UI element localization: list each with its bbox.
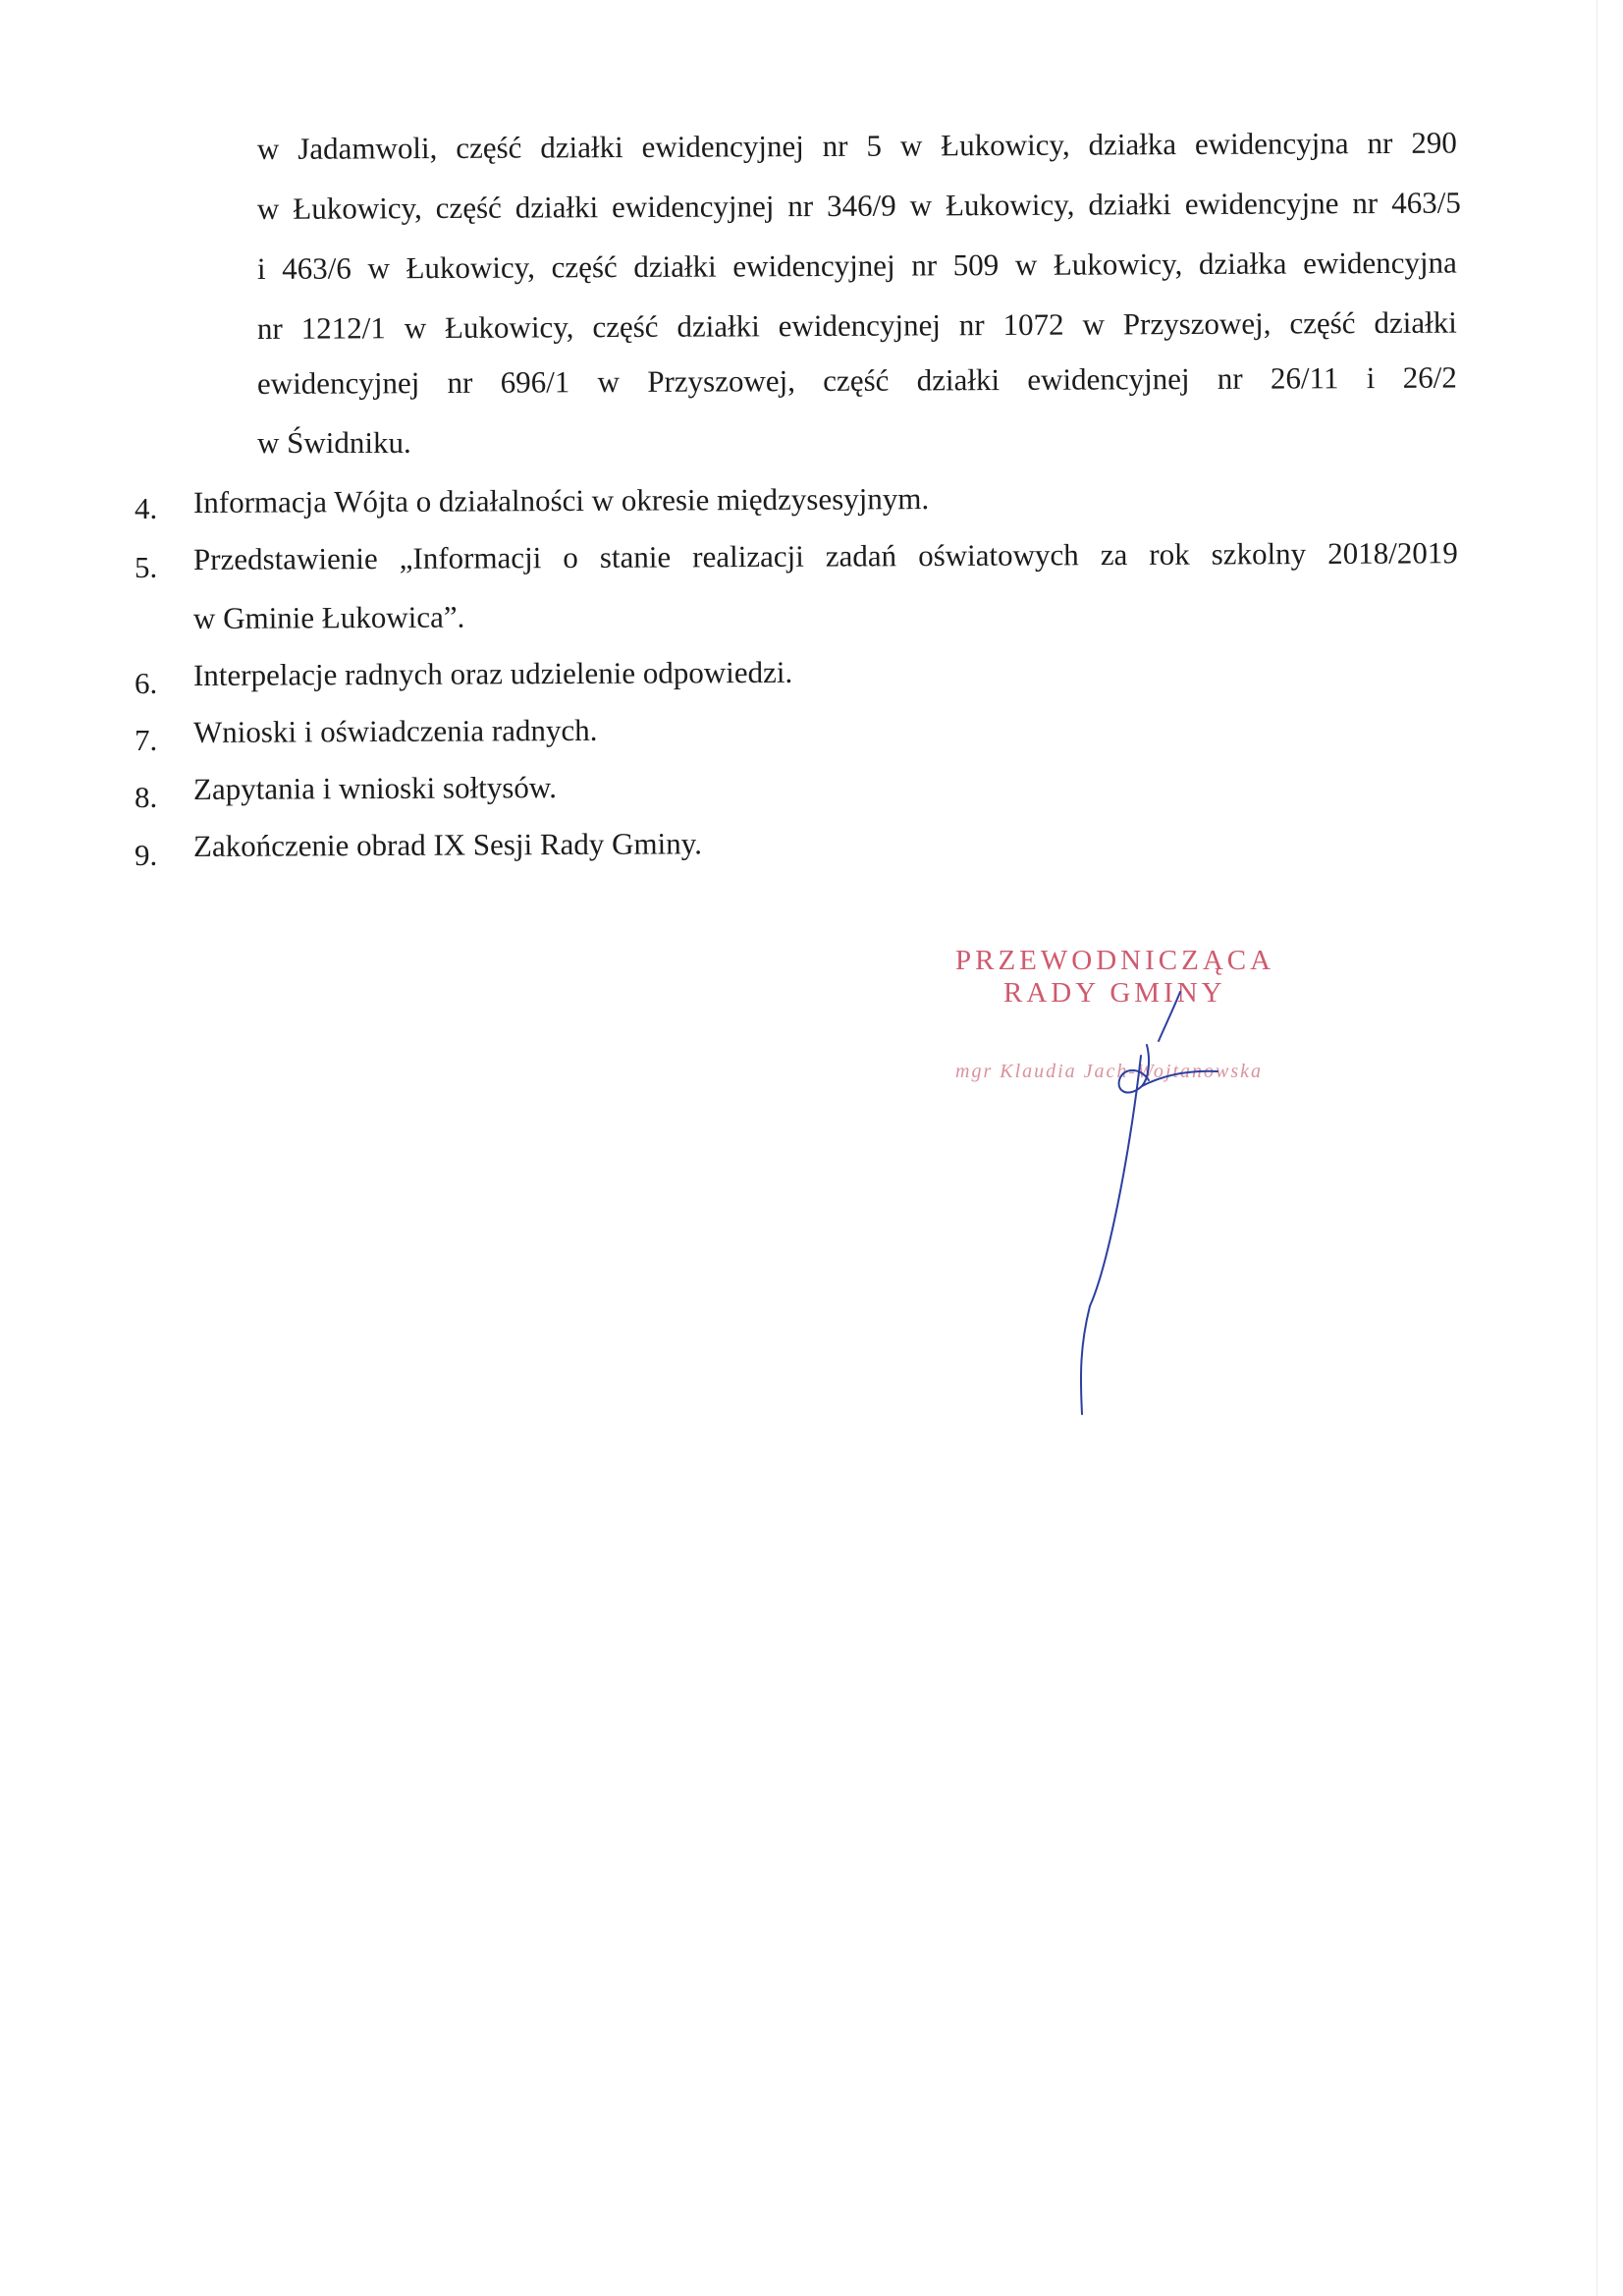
item-text: Wnioski i oświadczenia radnych.	[192, 712, 598, 749]
stamp-name-line: mgr Klaudia Jach-Wojtanowska	[955, 1061, 1264, 1082]
item-number: 8.	[135, 780, 158, 814]
continuation-line: i 463/6 w Łukowicy, część działki ewidencyjnej nr 509 w Łukowicy, działka ewidencyjna	[256, 245, 1457, 286]
stamp-title-line: PRZEWODNICZĄCA	[955, 945, 1275, 976]
item-number: 6.	[135, 666, 158, 700]
item-text: Zapytania i wnioski sołtysów.	[192, 770, 558, 806]
item-text: Zakończenie obrad IX Sesji Rady Gminy.	[192, 826, 703, 863]
continuation-line: w Świdniku.	[257, 425, 411, 460]
item-number: 5.	[135, 550, 158, 584]
continuation-line: ewidencyjnej nr 696/1 w Przyszowej, część działki ewidencyjnej nr 26/11 i 26/2	[256, 359, 1457, 401]
item-text: Interpelacje radnych oraz udzielenie odpowiedzi.	[192, 654, 793, 692]
item-text: Informacja Wójta o działalności w okresie międzysesyjnym.	[192, 481, 930, 519]
stamp-council-line: RADY GMINY	[1003, 977, 1226, 1009]
item-text: w Gminie Łukowica”.	[192, 599, 465, 635]
continuation-line: w Jadamwoli, część działki ewidencyjnej nr 5 w Łukowicy, działka ewidencyjna nr 290	[256, 125, 1457, 166]
continuation-line: w Łukowicy, część działki ewidencyjnej nr 346/9 w Łukowicy, działki ewidencyjne nr 463/5	[256, 185, 1461, 226]
item-text: Przedstawienie „Informacji o stanie realizacji zadań oświatowych za rok szkolny 2018/2019	[192, 535, 1458, 576]
item-number: 4.	[135, 491, 158, 525]
item-number: 7.	[135, 723, 158, 757]
item-number: 9.	[135, 838, 158, 872]
continuation-line: nr 1212/1 w Łukowicy, część działki ewidencyjnej nr 1072 w Przyszowej, część działki	[256, 304, 1457, 346]
